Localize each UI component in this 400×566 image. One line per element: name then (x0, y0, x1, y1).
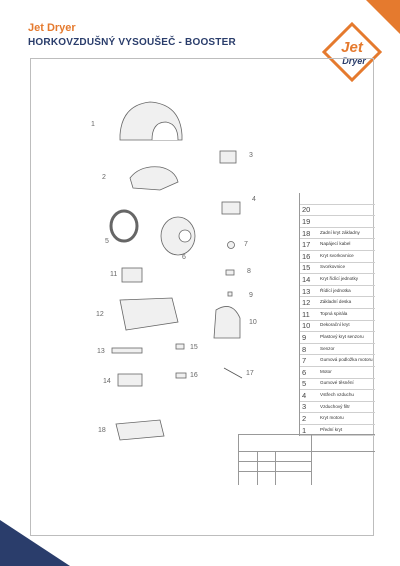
callout-15: 15 (190, 344, 198, 351)
parts-row (300, 309, 375, 321)
part-name: Dekorační kryt (320, 322, 350, 328)
part-number: 1 (302, 425, 307, 435)
part-number: 18 (302, 228, 311, 238)
part-number: 3 (302, 402, 307, 412)
part-number: 14 (302, 274, 311, 284)
part-number: 5 (302, 379, 307, 389)
part-number: 2 (302, 414, 307, 424)
callout-2: 2 (102, 174, 106, 181)
parts-row (300, 216, 375, 228)
part-number: 4 (302, 390, 307, 400)
part-name: Gumové těsnění (320, 380, 354, 386)
brand-title: Jet Dryer (28, 22, 76, 34)
part-decorative-cover (214, 306, 240, 338)
part-heating-coil (122, 268, 142, 282)
part-number: 6 (302, 367, 307, 377)
part-number: 8 (302, 344, 307, 354)
part-number: 10 (302, 321, 311, 331)
callout-1: 1 (91, 121, 95, 128)
part-number: 16 (302, 251, 311, 261)
part-name: Gumová podložka motoru (320, 357, 373, 363)
callout-6: 6 (182, 254, 186, 261)
callout-13: 13 (97, 348, 105, 355)
part-number: 17 (302, 240, 311, 250)
parts-row (300, 239, 375, 251)
parts-row (300, 332, 375, 344)
callout-9: 9 (249, 292, 253, 299)
part-number: 11 (302, 309, 310, 319)
part-power-cable (224, 368, 242, 378)
callout-8: 8 (247, 268, 251, 275)
part-name: Topná spirála (320, 310, 348, 316)
part-number: 12 (302, 298, 311, 308)
part-air-inlet (222, 202, 240, 214)
parts-row (300, 379, 375, 391)
part-name: Motor (320, 368, 332, 374)
callout-16: 16 (190, 372, 198, 379)
part-sensor (226, 270, 234, 275)
part-motor-cover (130, 167, 178, 190)
callout-17: 17 (246, 370, 254, 377)
part-number: 20 (302, 205, 311, 215)
part-number: 9 (302, 332, 307, 342)
logo-text-dryer: Dryer (342, 56, 366, 66)
part-motor-pad (228, 242, 235, 249)
part-name: Vzduchový filtr (320, 403, 350, 409)
parts-row (300, 274, 375, 286)
callout-12: 12 (96, 311, 104, 318)
part-number: 15 (302, 263, 311, 273)
parts-row (300, 263, 375, 275)
part-name: Kryt motoru (320, 415, 344, 421)
callout-7: 7 (244, 241, 248, 248)
part-number: 7 (302, 356, 307, 366)
parts-row (300, 297, 375, 309)
part-name: Zadní kryt základny (320, 229, 360, 235)
parts-row (300, 402, 375, 414)
part-name: Svorkovnice (320, 264, 346, 270)
part-number: 19 (302, 216, 311, 226)
parts-row (300, 251, 375, 263)
parts-row (300, 344, 375, 356)
parts-row (300, 205, 375, 217)
drawing-title-block (238, 434, 375, 485)
callout-11: 11 (110, 271, 118, 278)
logo-text-jet: Jet (341, 39, 363, 56)
part-terminal-cover (176, 373, 186, 378)
part-name: Přední kryt (320, 426, 343, 432)
part-base-plate (120, 298, 178, 330)
parts-list-table (299, 193, 375, 436)
parts-row (300, 286, 375, 298)
callout-14: 14 (103, 378, 111, 385)
part-name: Základní deska (320, 299, 352, 305)
part-terminal-block (176, 344, 184, 349)
callout-5: 5 (105, 238, 109, 245)
parts-row (300, 390, 375, 402)
part-air-filter (220, 151, 236, 163)
callout-4: 4 (252, 196, 256, 203)
callout-10: 10 (249, 319, 257, 326)
part-name: Senzor (320, 345, 335, 351)
part-name: Napájecí kabel (320, 241, 351, 247)
parts-row (300, 413, 375, 425)
part-name: Kryt řídící jednotky (320, 276, 359, 282)
parts-row (300, 367, 375, 379)
parts-row (300, 321, 375, 333)
callout-3: 3 (249, 152, 253, 159)
page-subtitle: HORKOVZDUŠNÝ VYSOUŠEČ - BOOSTER (28, 37, 236, 48)
part-rear-base-cover (116, 420, 164, 440)
parts-row (300, 355, 375, 367)
part-name: Řídící jednotka (320, 287, 351, 293)
part-sensor-cover (228, 292, 232, 296)
callout-18: 18 (98, 427, 106, 434)
part-name: Kryt svorkovnice (320, 252, 354, 258)
part-name: Plastový kryt senzoru (320, 334, 364, 340)
part-rubber-seal (111, 211, 137, 241)
parts-row (300, 228, 375, 240)
part-name: Vstřech vzduchu (320, 391, 354, 397)
part-number: 13 (302, 286, 311, 296)
part-control-cover (118, 374, 142, 386)
part-control-unit (112, 348, 142, 353)
